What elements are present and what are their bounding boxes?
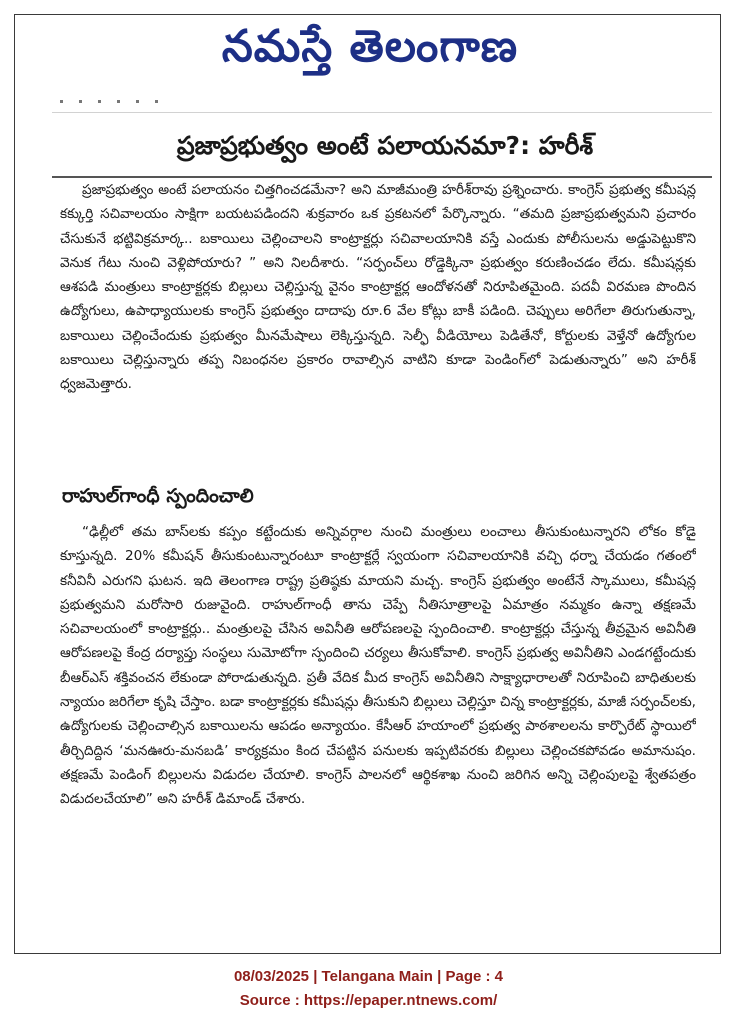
- footer-source-line: Source : https://epaper.ntnews.com/: [239, 992, 498, 1009]
- decorative-dots: [60, 100, 360, 104]
- article-subheading: రాహుల్‌గాంధీ స్పందించాలి: [62, 485, 254, 507]
- dot: [60, 100, 63, 103]
- masthead-logo: [150, 14, 590, 90]
- dot: [117, 100, 120, 103]
- article-top-rule: [52, 112, 712, 113]
- article-paragraph-2: “ఢిల్లీలో తమ బాస్‌లకు కప్పం కట్టేందుకు అన్నివర్గాల నుంచి మంత్రులు లంచాలు తీసుకుంటున్నారని లోకం కోడై కూస్తున్నది. 20% కమీషన్ తీసుకుంటున్నారంటూ కాంట్రాక్టర్లే స్వయంగా సచివాలయానికి వచ్చి ధర్నా చేయడం గతంలో కనీవినీ ఎరుగని ఘటన. ఇది తెలంగాణ రాష్ట్ర ప్రతిష్ఠకు మాయని మచ్చ. కాంగ్రెస్ ప్రభుత్వం అంటేనే స్కాములు, కమీషన్ల ప్రభుత్వమని మరోసారి రుజువైంది. రాహుల్‌గాంధీ తాను చెప్పే నీతిసూత్రాలపై ఏమాత్రం నమ్మకం ఉన్నా తక్షణమే సచివాలయంలో కాంట్రాక్టర్లు.. మంత్రులపై చేసిన అవినీతి ఆరోపణలపై స్పందించాలి. కాంట్రాక్టర్లు చేస్తున్న తీవ్రమైన అవినీతి ఆరోపణలపై కేంద్ర దర్యాప్తు సంస్థలు సుమోటోగా స్పందించి చర్యలు తీసుకోవాలి. కాంగ్రెస్ ప్రభుత్వ అవినీతిని ఎండగట్టేందుకు బీఆర్ఎస్ శక్తివంచన లేకుండా పోరాడుతున్నది. ప్రతీ వేదిక మీద కాంగ్రెస్ అవినీతిని సాక్ష్యాధారాలతో నిరూపించి బాధితులకు న్యాయం జరిగేలా కృషి చేస్తాం. బడా కాంట్రాక్టర్లకు కమీషన్లు తీసుకుని బిల్లులు చెల్లిస్తూ చిన్న కాంట్రాక్టర్లకు, మాజీ సర్పంచ్‌లకు, ఉద్యోగులకు చెల్లించాల్సిన బకాయిలను ఆపడం అన్యాయం. కేసీఆర్ హయాంలో ప్రభుత్వ పాఠశాలలను కార్పొరేట్ స్థాయిలో తీర్చిదిద్దిన ‘మనఊరు-మనబడి’ కార్యక్రమం కింద చేపట్టిన పనులకు ఇప్పటివరకు బిల్లులు చెల్లించకపోవడం అమానుషం. తక్షణమే పెండింగ్ బిల్లులను విడుదల చేయాలి. కాంగ్రెస్ పాలనలో ఆర్థికశాఖ నుంచి జరిగిన అన్ని చెల్లింపులపై శ్వేతపత్రం విడుదలచేయాలి” అని హరీశ్ డిమాండ్ చేశారు.: [60, 524, 696, 808]
- article-headline: ప్రజాప్రభుత్వం అంటే పలాయనమా?: హరీశ్: [176, 131, 594, 160]
- footer-date-line: 08/03/2025 | Telangana Main | Page : 4: [233, 968, 504, 985]
- dot: [136, 100, 139, 103]
- article-paragraph-1: ప్రజాప్రభుత్వం అంటే పలాయనం చిత్తగించడమేనా? అని మాజీమంత్రి హరీశ్‌రావు ప్రశ్నించారు. కాంగ్రెస్ ప్రభుత్వ కమీషన్ల కక్కుర్తి సచివాలయం సాక్షిగా బయటపడిందని శుక్రవారం ఒక ప్రకటనలో పేర్కొన్నారు. “తమది ప్రజాప్రభుత్వమని ప్రచారం చేసుకునే భట్టివిక్రమార్క.. బకాయిలు చెల్లించాలని కాంట్రాక్టర్లు సచివాలయానికి వస్తే ఎందుకు పోలీసులను అడ్డుపెట్టుకొని వెనుక గేటు నుంచి వెళ్లిపోయారు? ” అని నిలదీశారు. “సర్పంచ్‌లు రోడ్డెక్కినా ప్రభుత్వం కరుణించడం లేదు. కమీషన్లకు ఆశపడి మంత్రులు కాంట్రాక్టర్లకు బిల్లులు చెల్లిస్తున్న వైనం కాంట్రాక్టర్ల ఆందోళనతో నిరూపితమైంది. పదవీ విరమణ పొందిన ఉద్యోగులు, ఉపాధ్యాయులకు కాంగ్రెస్ ప్రభుత్వం దాదాపు రూ.6 వేల కోట్లు బాకీ పడింది. చెప్పులు అరిగేలా తిరుగుతున్నా, బకాయిలు చెల్లించేందుకు ప్రభుత్వం మీనమేషాలు లెక్కిస్తున్నది. సెల్ఫీ వీడియోలు పెడితేనో, కోర్టులకు వెళ్తేనో ఉద్యోగుల బకాయిలు చెల్లిస్తున్నారు తప్ప నిబంధనల ప్రకారం రావాల్సిన వాటిని కూడా పెండింగ్‌లో పెడుతున్నారు” అని హరీశ్ ధ్వజమెత్తారు.: [60, 182, 696, 393]
- dot: [155, 100, 158, 103]
- masthead-title: నమస్తే తెలంగాణ: [221, 21, 519, 72]
- dot: [79, 100, 82, 103]
- dot: [98, 100, 101, 103]
